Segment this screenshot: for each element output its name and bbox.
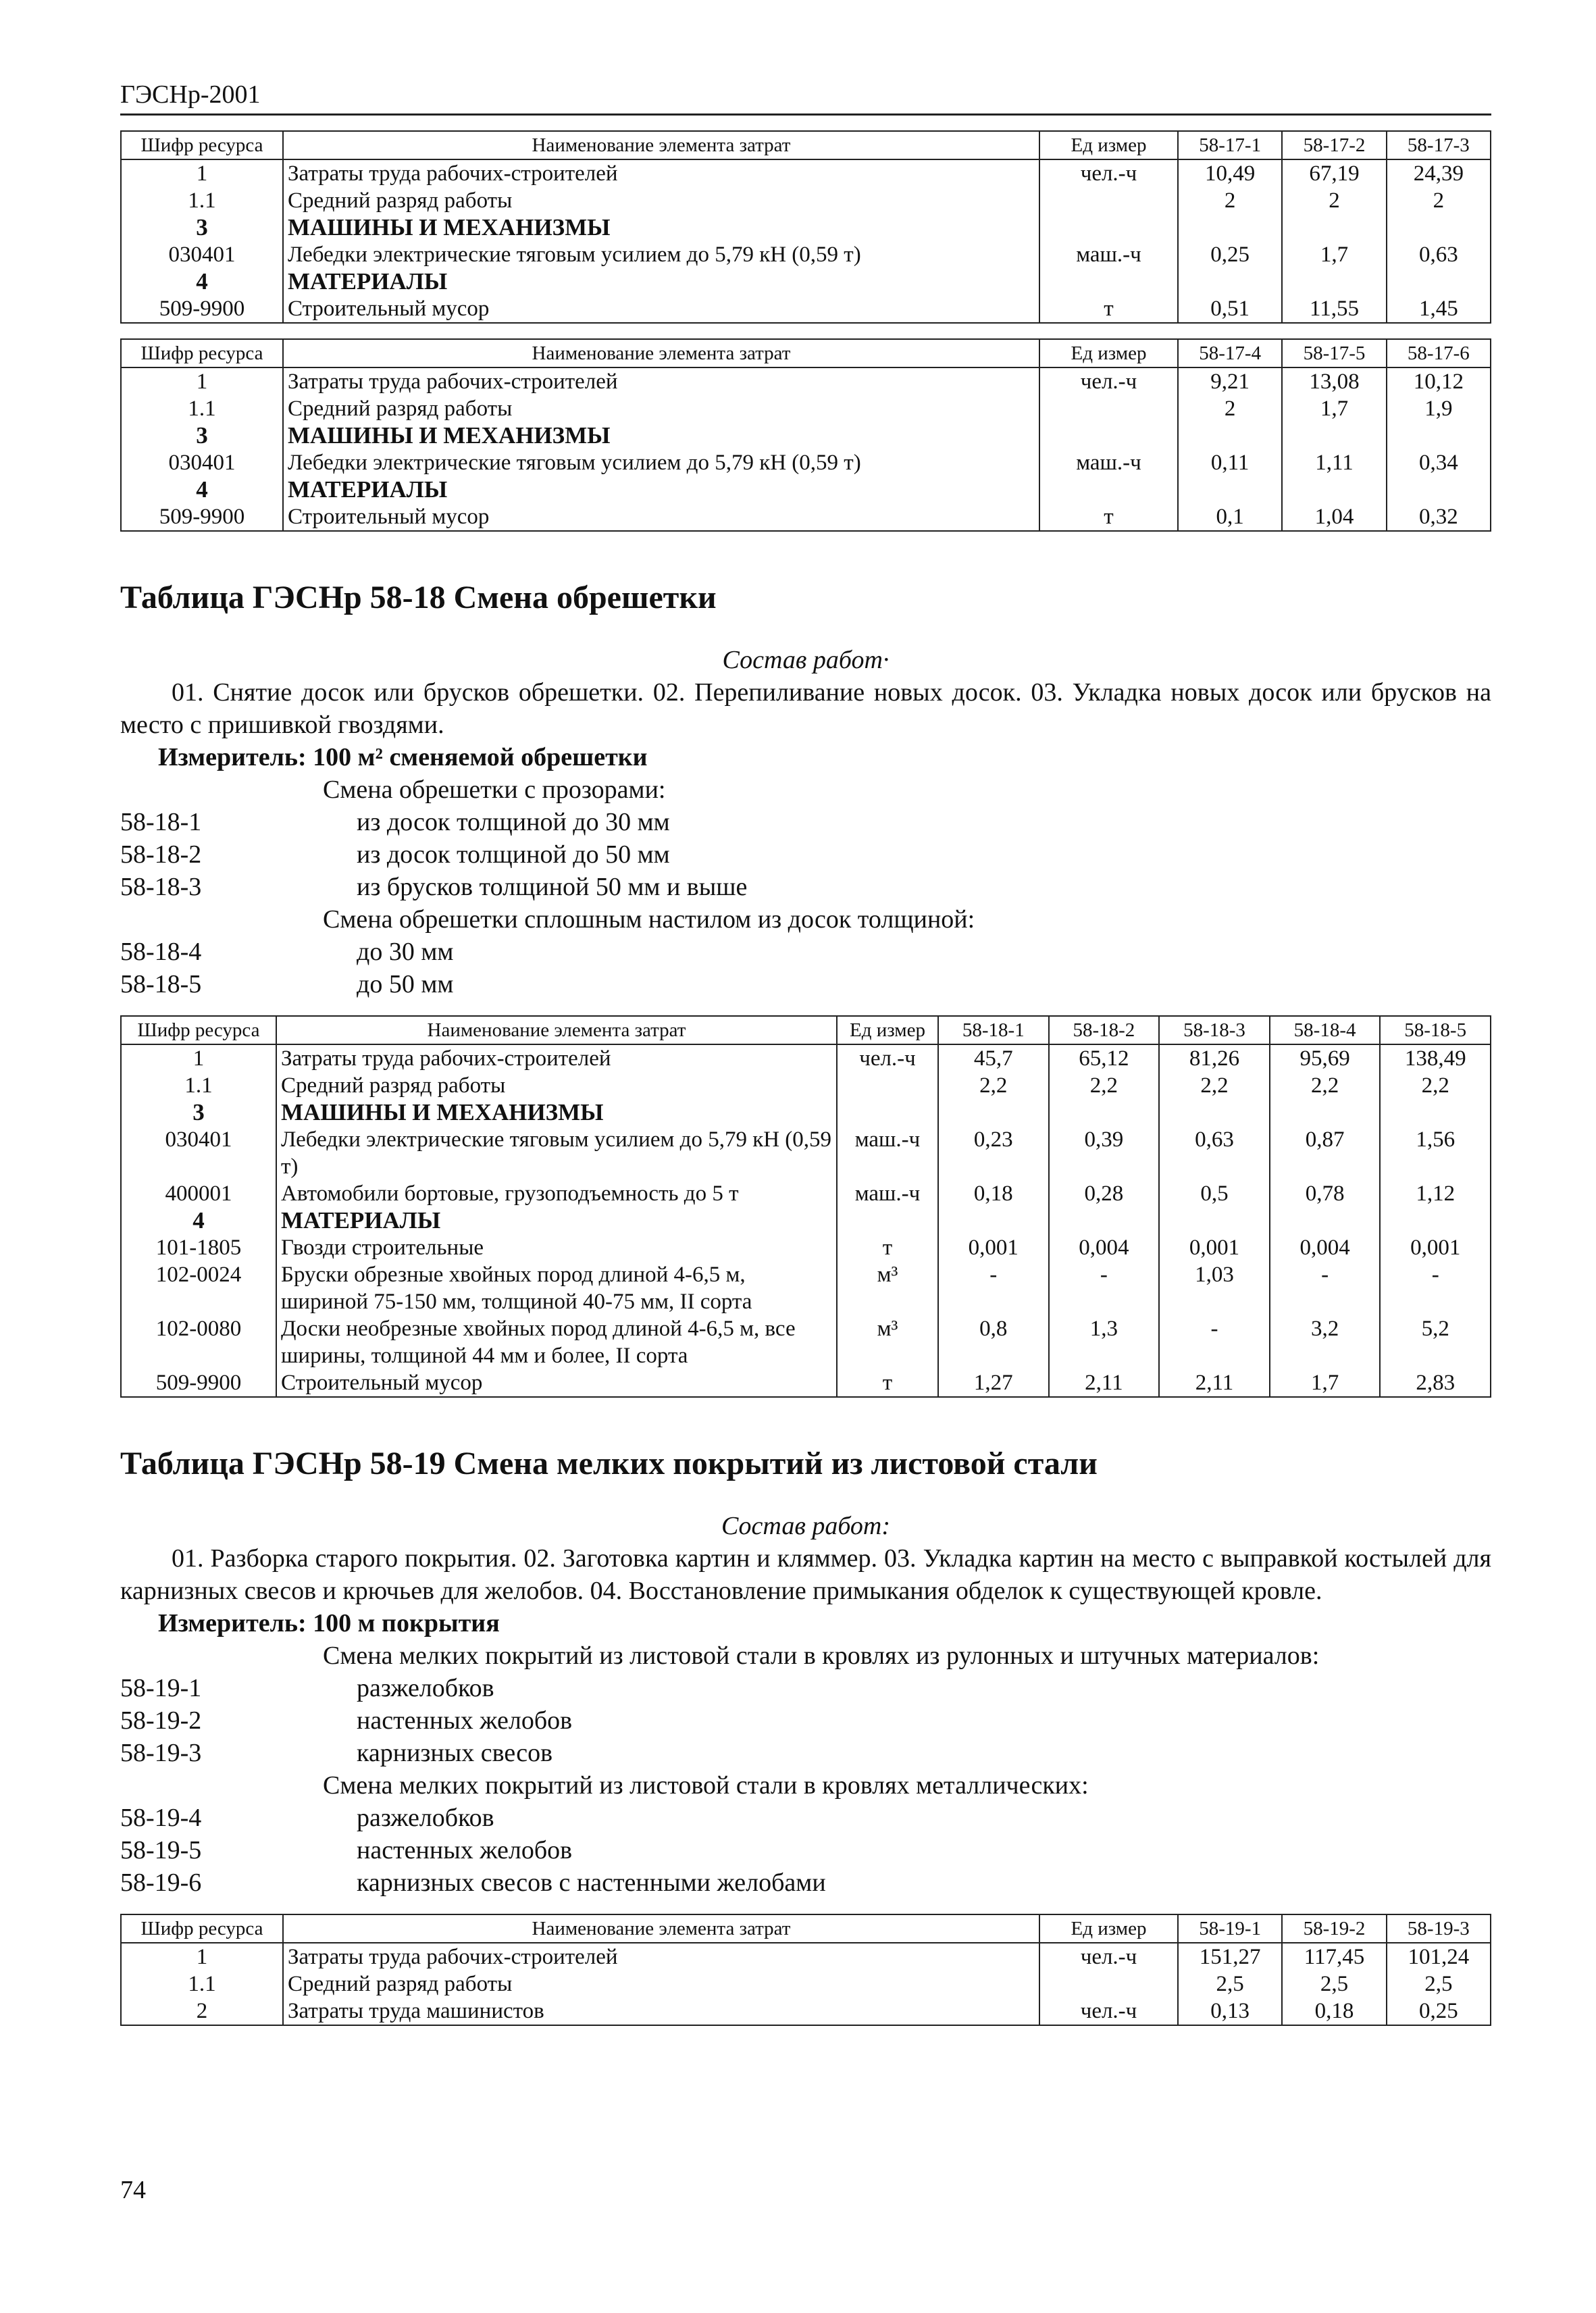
resource-value: - — [1270, 1261, 1381, 1315]
resource-value: 0,63 — [1159, 1126, 1270, 1180]
resource-value — [1159, 1099, 1270, 1126]
resource-name: Средний разряд работы — [283, 187, 1039, 214]
resource-unit — [1039, 187, 1178, 214]
item-code: 58-19-3 — [120, 1739, 202, 1767]
resource-value: 1,45 — [1387, 295, 1491, 323]
list-item — [120, 1866, 1491, 1899]
resource-name: МАТЕРИАЛЫ — [283, 476, 1039, 503]
resource-value: 67,19 — [1282, 159, 1386, 187]
resource-name: Затраты труда рабочих-строителей — [283, 159, 1039, 187]
resource-name: Затраты труда машинистов — [283, 1998, 1039, 2025]
resource-value — [1380, 1099, 1491, 1126]
resource-value: 1,27 — [938, 1369, 1049, 1397]
resource-value: 0,8 — [938, 1315, 1049, 1369]
resource-code: 4 — [121, 1207, 276, 1234]
resource-unit — [837, 1099, 938, 1126]
resource-value — [938, 1099, 1049, 1126]
header-row — [121, 131, 1491, 159]
item-code: 58-19-6 — [120, 1869, 202, 1897]
list-item — [120, 1834, 1491, 1866]
resource-value: 0,004 — [1049, 1234, 1160, 1261]
resource-code: 509-9900 — [121, 503, 283, 531]
item-text: карнизных свесов с настенными желобами — [357, 1869, 826, 1897]
table-row — [121, 449, 1491, 476]
table-title-58-18: Таблица ГЭСНр 58-18 Смена обрешетки — [120, 580, 717, 615]
header-code: Шифр ресурса — [121, 131, 283, 159]
resource-unit: чел.-ч — [1039, 1943, 1178, 1971]
resource-code: 1 — [121, 159, 283, 187]
group-heading: Смена мелких покрытий из листовой стали в кровлях металлических: — [323, 1771, 1089, 1800]
resource-name: Доски необрезные хвойных пород длиной 4-6,5 м, все ширины, толщиной 44 мм и более, II сорта — [276, 1315, 837, 1369]
resource-unit — [1039, 422, 1178, 449]
resource-table-58-17-a — [120, 130, 1491, 324]
resource-code: 509-9900 — [121, 1369, 276, 1397]
resource-value: 117,45 — [1282, 1943, 1386, 1971]
resource-value: 151,27 — [1178, 1943, 1282, 1971]
resource-value: 2,2 — [938, 1072, 1049, 1099]
item-text: из брусков толщиной 50 мм и выше — [357, 873, 748, 901]
table-row — [121, 187, 1491, 214]
resource-value: 0,87 — [1270, 1126, 1381, 1180]
resource-name: МАШИНЫ И МЕХАНИЗМЫ — [283, 214, 1039, 241]
resource-code: 2 — [121, 1998, 283, 2025]
resource-value: 0,23 — [938, 1126, 1049, 1180]
resource-value: 2 — [1282, 187, 1386, 214]
resource-value: 1,12 — [1380, 1180, 1491, 1207]
resource-name: Автомобили бортовые, грузоподъемность до 5 т — [276, 1180, 837, 1207]
resource-unit: т — [837, 1234, 938, 1261]
resource-value: 1,56 — [1380, 1126, 1491, 1180]
composition-text: 01. Разборка старого покрытия. 02. Заготовка картин и кляммер. 03. Укладка картин на место с выправкой костылей для карнизных свесов и крючьев для желобов. 04. Восстановление примыкания обделок к существующей кровле. — [120, 1544, 1491, 1605]
list-item — [120, 1704, 1491, 1737]
resource-table-58-18 — [120, 1015, 1491, 1398]
resource-name: Затраты труда рабочих-строителей — [283, 1943, 1039, 1971]
list-item — [120, 806, 1491, 838]
resource-value: 0,78 — [1270, 1180, 1381, 1207]
resource-code: 1.1 — [121, 187, 283, 214]
resource-code: 1 — [121, 1943, 283, 1971]
resource-value: - — [1049, 1261, 1160, 1315]
resource-unit — [1039, 1971, 1178, 1998]
resource-code: 030401 — [121, 449, 283, 476]
item-list — [120, 1672, 1491, 1769]
group-heading: Смена обрешетки с прозорами: — [323, 776, 666, 804]
resource-value — [1282, 476, 1386, 503]
header-code: Шифр ресурса — [121, 339, 283, 367]
resource-value: 2,5 — [1387, 1971, 1491, 1998]
item-text: из досок толщиной до 30 мм — [357, 808, 670, 836]
resource-value: 0,51 — [1178, 295, 1282, 323]
table-row — [121, 476, 1491, 503]
resource-name: Лебедки электрические тяговым усилием до 5,79 кН (0,59 т) — [283, 449, 1039, 476]
resource-value — [1282, 214, 1386, 241]
header-row — [121, 1016, 1491, 1044]
resource-value: 1,04 — [1282, 503, 1386, 531]
resource-code: 3 — [121, 214, 283, 241]
resource-unit: т — [837, 1369, 938, 1397]
header-norm-code: 58-18-1 — [938, 1016, 1049, 1044]
resource-value: 10,49 — [1178, 159, 1282, 187]
header-unit: Ед измер — [1039, 131, 1178, 159]
resource-name: Средний разряд работы — [283, 395, 1039, 422]
document-page — [120, 80, 1491, 2026]
table-row — [121, 1261, 1491, 1315]
item-code: 58-18-4 — [120, 938, 202, 966]
resource-value: 2,83 — [1380, 1369, 1491, 1397]
resource-table-58-19 — [120, 1914, 1491, 2026]
resource-value — [1178, 214, 1282, 241]
resource-code: 101-1805 — [121, 1234, 276, 1261]
resource-unit: маш.-ч — [1039, 449, 1178, 476]
table-row — [121, 1234, 1491, 1261]
resource-value: 24,39 — [1387, 159, 1491, 187]
resource-value: 0,001 — [1380, 1234, 1491, 1261]
resource-unit: маш.-ч — [837, 1180, 938, 1207]
item-text: из досок толщиной до 50 мм — [357, 840, 670, 869]
resource-code: 1.1 — [121, 1072, 276, 1099]
item-code: 58-19-1 — [120, 1674, 202, 1702]
resource-value: 0,63 — [1387, 241, 1491, 268]
resource-value: 2 — [1387, 187, 1491, 214]
header-name: Наименование элемента затрат — [283, 1914, 1039, 1943]
item-list — [120, 1802, 1491, 1899]
resource-value: 13,08 — [1282, 367, 1386, 395]
resource-value: 65,12 — [1049, 1044, 1160, 1072]
table-row — [121, 395, 1491, 422]
resource-unit — [1039, 395, 1178, 422]
resource-name: Средний разряд работы — [283, 1971, 1039, 1998]
resource-value: 10,12 — [1387, 367, 1491, 395]
table-row — [121, 159, 1491, 187]
resource-code: 1.1 — [121, 1971, 283, 1998]
resource-value: 2 — [1178, 395, 1282, 422]
item-text: до 30 мм — [357, 938, 454, 966]
item-text: до 50 мм — [357, 970, 454, 998]
header-norm-code: 58-19-1 — [1178, 1914, 1282, 1943]
item-code: 58-18-5 — [120, 970, 202, 998]
table-title-58-19: Таблица ГЭСНр 58-19 Смена мелких покрытий из листовой стали — [120, 1446, 1098, 1481]
resource-value — [1049, 1207, 1160, 1234]
resource-value: 2,5 — [1282, 1971, 1386, 1998]
table-row — [121, 214, 1491, 241]
table-row — [121, 1369, 1491, 1397]
list-item — [120, 1802, 1491, 1834]
resource-unit — [1039, 214, 1178, 241]
resource-value — [1178, 476, 1282, 503]
item-code: 58-19-4 — [120, 1804, 202, 1832]
running-head: ГЭСНр-2001 — [120, 80, 1491, 116]
resource-unit: маш.-ч — [1039, 241, 1178, 268]
group-heading: Смена мелких покрытий из листовой стали в кровлях из рулонных и штучных материалов: — [323, 1642, 1320, 1670]
resource-value — [1387, 422, 1491, 449]
table-row — [121, 367, 1491, 395]
resource-value: 2,11 — [1049, 1369, 1160, 1397]
resource-value: 2,2 — [1380, 1072, 1491, 1099]
list-item — [120, 871, 1491, 903]
resource-value: 0,001 — [938, 1234, 1049, 1261]
item-text: настенных желобов — [357, 1706, 573, 1735]
resource-name: Лебедки электрические тяговым усилием до 5,79 кН (0,59 т) — [283, 241, 1039, 268]
resource-code: 030401 — [121, 1126, 276, 1180]
header-norm-code: 58-17-3 — [1387, 131, 1491, 159]
resource-code: 1.1 — [121, 395, 283, 422]
composition-heading: Состав работ· — [722, 646, 890, 674]
resource-value: 1,7 — [1270, 1369, 1381, 1397]
resource-unit: т — [1039, 295, 1178, 323]
resource-value — [1282, 268, 1386, 295]
resource-value: 138,49 — [1380, 1044, 1491, 1072]
group-heading: Смена обрешетки сплошным настилом из досок толщиной: — [323, 905, 975, 934]
resource-name: МАШИНЫ И МЕХАНИЗМЫ — [276, 1099, 837, 1126]
resource-value: 1,3 — [1049, 1315, 1160, 1369]
header-norm-code: 58-19-2 — [1282, 1914, 1386, 1943]
resource-code: 400001 — [121, 1180, 276, 1207]
resource-name: Средний разряд работы — [276, 1072, 837, 1099]
resource-name: Затраты труда рабочих-строителей — [283, 367, 1039, 395]
resource-value: 2,11 — [1159, 1369, 1270, 1397]
resource-value — [1282, 422, 1386, 449]
resource-unit — [1039, 268, 1178, 295]
header-norm-code: 58-18-3 — [1159, 1016, 1270, 1044]
resource-value: 2 — [1178, 187, 1282, 214]
resource-code: 509-9900 — [121, 295, 283, 323]
resource-code: 102-0024 — [121, 1261, 276, 1315]
header-name: Наименование элемента затрат — [276, 1016, 837, 1044]
item-code: 58-19-5 — [120, 1836, 202, 1864]
resource-value: - — [1380, 1261, 1491, 1315]
resource-value: 1,9 — [1387, 395, 1491, 422]
item-text: настенных желобов — [357, 1836, 573, 1864]
header-norm-code: 58-19-3 — [1387, 1914, 1491, 1943]
resource-value: 2,2 — [1049, 1072, 1160, 1099]
list-item — [120, 968, 1491, 1000]
resource-value — [1387, 268, 1491, 295]
header-norm-code: 58-18-5 — [1380, 1016, 1491, 1044]
header-row — [121, 339, 1491, 367]
resource-code: 3 — [121, 422, 283, 449]
resource-name: Затраты труда рабочих-строителей — [276, 1044, 837, 1072]
list-item — [120, 1672, 1491, 1704]
page-number: 74 — [120, 2176, 146, 2204]
list-item — [120, 838, 1491, 871]
resource-name: Бруски обрезные хвойных пород длиной 4-6,5 м, шириной 75-150 мм, толщиной 40-75 мм, II сорта — [276, 1261, 837, 1315]
item-list — [120, 806, 1491, 903]
resource-code: 4 — [121, 268, 283, 295]
resource-value: 0,13 — [1178, 1998, 1282, 2025]
resource-value: 0,32 — [1387, 503, 1491, 531]
resource-value: 0,25 — [1387, 1998, 1491, 2025]
resource-unit — [837, 1072, 938, 1099]
resource-value: 0,004 — [1270, 1234, 1381, 1261]
resource-value: 0,25 — [1178, 241, 1282, 268]
resource-value: 81,26 — [1159, 1044, 1270, 1072]
header-code: Шифр ресурса — [121, 1016, 276, 1044]
resource-value: 2,2 — [1270, 1072, 1381, 1099]
resource-value: 1,03 — [1159, 1261, 1270, 1315]
header-norm-code: 58-17-5 — [1282, 339, 1386, 367]
resource-value: 0,11 — [1178, 449, 1282, 476]
resource-value: 0,28 — [1049, 1180, 1160, 1207]
item-text: карнизных свесов — [357, 1739, 553, 1767]
resource-unit: чел.-ч — [1039, 367, 1178, 395]
resource-value — [1270, 1099, 1381, 1126]
resource-value: 0,39 — [1049, 1126, 1160, 1180]
table-row — [121, 268, 1491, 295]
resource-value: 5,2 — [1380, 1315, 1491, 1369]
resource-unit — [837, 1207, 938, 1234]
composition-heading: Состав работ: — [721, 1512, 891, 1540]
resource-unit: чел.-ч — [1039, 159, 1178, 187]
table-row — [121, 295, 1491, 323]
table-row — [121, 1315, 1491, 1369]
resource-value — [1178, 422, 1282, 449]
resource-unit: маш.-ч — [837, 1126, 938, 1180]
resource-value — [1159, 1207, 1270, 1234]
resource-value: 11,55 — [1282, 295, 1386, 323]
resource-value: 0,18 — [938, 1180, 1049, 1207]
resource-value: 95,69 — [1270, 1044, 1381, 1072]
resource-value: 9,21 — [1178, 367, 1282, 395]
resource-value: 45,7 — [938, 1044, 1049, 1072]
resource-value: - — [938, 1261, 1049, 1315]
header-name: Наименование элемента затрат — [283, 339, 1039, 367]
resource-value: 101,24 — [1387, 1943, 1491, 1971]
resource-code: 1 — [121, 1044, 276, 1072]
resource-name: МАШИНЫ И МЕХАНИЗМЫ — [283, 422, 1039, 449]
resource-value — [1178, 268, 1282, 295]
item-text: разжелобков — [357, 1674, 494, 1702]
table-row — [121, 1207, 1491, 1234]
resource-name: Лебедки электрические тяговым усилием до 5,79 кН (0,59 т) — [276, 1126, 837, 1180]
resource-name: МАТЕРИАЛЫ — [283, 268, 1039, 295]
item-code: 58-18-1 — [120, 808, 202, 836]
resource-unit: чел.-ч — [837, 1044, 938, 1072]
resource-value: 2,2 — [1159, 1072, 1270, 1099]
resource-name: Строительный мусор — [283, 503, 1039, 531]
table-row — [121, 1180, 1491, 1207]
resource-value: 0,5 — [1159, 1180, 1270, 1207]
table-row — [121, 1126, 1491, 1180]
resource-unit — [1039, 476, 1178, 503]
resource-name: Строительный мусор — [276, 1369, 837, 1397]
header-unit: Ед измер — [1039, 1914, 1178, 1943]
resource-unit: м³ — [837, 1315, 938, 1369]
table-row — [121, 1943, 1491, 1971]
header-norm-code: 58-17-4 — [1178, 339, 1282, 367]
header-norm-code: 58-17-1 — [1178, 131, 1282, 159]
resource-unit: м³ — [837, 1261, 938, 1315]
resource-value: 1,7 — [1282, 395, 1386, 422]
header-code: Шифр ресурса — [121, 1914, 283, 1943]
resource-value: 0,34 — [1387, 449, 1491, 476]
list-item — [120, 1737, 1491, 1769]
table-row — [121, 503, 1491, 531]
table-row — [121, 1971, 1491, 1998]
resource-code: 1 — [121, 367, 283, 395]
resource-unit: чел.-ч — [1039, 1998, 1178, 2025]
resource-value: 0,001 — [1159, 1234, 1270, 1261]
table-row — [121, 241, 1491, 268]
resource-value — [1387, 214, 1491, 241]
resource-code: 4 — [121, 476, 283, 503]
meter-line: Измеритель: 100 м² сменяемой обрешетки — [158, 743, 648, 771]
resource-name: Строительный мусор — [283, 295, 1039, 323]
resource-name: Гвозди строительные — [276, 1234, 837, 1261]
header-norm-code: 58-17-2 — [1282, 131, 1386, 159]
resource-value — [1380, 1207, 1491, 1234]
item-list — [120, 936, 1491, 1000]
table-row — [121, 1998, 1491, 2025]
resource-value: 3,2 — [1270, 1315, 1381, 1369]
composition-text: 01. Снятие досок или брусков обрешетки. 02. Перепиливание новых досок. 03. Укладка новых досок или брусков на место с пришивкой гвоздями. — [120, 678, 1491, 739]
resource-value: 0,1 — [1178, 503, 1282, 531]
header-norm-code: 58-18-4 — [1270, 1016, 1381, 1044]
resource-code: 030401 — [121, 241, 283, 268]
header-unit: Ед измер — [837, 1016, 938, 1044]
resource-value — [938, 1207, 1049, 1234]
item-text: разжелобков — [357, 1804, 494, 1832]
table-row — [121, 422, 1491, 449]
resource-value: 1,11 — [1282, 449, 1386, 476]
header-unit: Ед измер — [1039, 339, 1178, 367]
item-code: 58-19-2 — [120, 1706, 202, 1735]
header-row — [121, 1914, 1491, 1943]
header-norm-code: 58-17-6 — [1387, 339, 1491, 367]
resource-value: 0,18 — [1282, 1998, 1386, 2025]
resource-name: МАТЕРИАЛЫ — [276, 1207, 837, 1234]
resource-value: 1,7 — [1282, 241, 1386, 268]
resource-table-58-17-b — [120, 338, 1491, 532]
table-row — [121, 1072, 1491, 1099]
resource-value — [1387, 476, 1491, 503]
item-code: 58-18-2 — [120, 840, 202, 869]
header-norm-code: 58-18-2 — [1049, 1016, 1160, 1044]
resource-value — [1270, 1207, 1381, 1234]
table-row — [121, 1044, 1491, 1072]
resource-value: 2,5 — [1178, 1971, 1282, 1998]
resource-value — [1049, 1099, 1160, 1126]
resource-code: 3 — [121, 1099, 276, 1126]
resource-value: - — [1159, 1315, 1270, 1369]
item-code: 58-18-3 — [120, 873, 202, 901]
table-row — [121, 1099, 1491, 1126]
resource-unit: т — [1039, 503, 1178, 531]
list-item — [120, 936, 1491, 968]
header-name: Наименование элемента затрат — [283, 131, 1039, 159]
meter-line: Измеритель: 100 м покрытия — [158, 1609, 500, 1637]
resource-code: 102-0080 — [121, 1315, 276, 1369]
